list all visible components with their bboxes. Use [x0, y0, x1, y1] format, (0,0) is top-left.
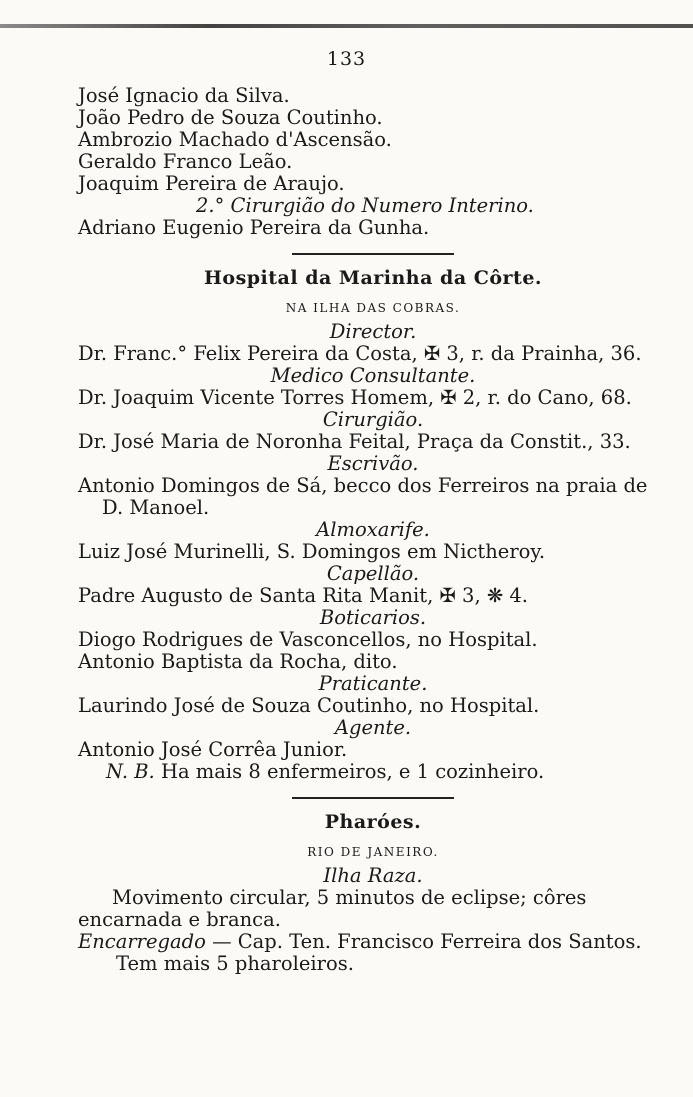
- entry-line: Padre Augusto de Santa Rita Manit, ✠ 3, ❋ 4.: [78, 584, 528, 607]
- entry-line: Dr. Joaquim Vicente Torres Homem, ✠ 2, r. do Cano, 68.: [78, 386, 632, 409]
- role-title: Praticante.: [318, 672, 428, 695]
- entry-line: Antonio Baptista da Rocha, dito.: [78, 650, 398, 673]
- entry-line: Antonio Domingos de Sá, becco dos Ferreiros na praia de: [78, 474, 648, 497]
- hospital-subheading: NA ILHA DAS COBRAS.: [285, 301, 461, 315]
- note-label: N. B.: [106, 760, 155, 783]
- name-line: João Pedro de Souza Coutinho.: [78, 106, 383, 129]
- role-title: Cirurgião.: [322, 408, 424, 431]
- section-divider: [292, 797, 454, 799]
- role-title: Boticarios.: [319, 606, 427, 629]
- role-title: Escrivão.: [327, 452, 419, 475]
- charge-text: — Cap. Ten. Francisco Ferreira dos Santos.: [212, 930, 642, 953]
- entry-line: D. Manoel.: [102, 496, 210, 519]
- name-line: Ambrozio Machado d'Ascensão.: [78, 128, 392, 151]
- pharoes-subheading: RIO DE JANEIRO.: [307, 845, 439, 859]
- entry-line: Laurindo José de Souza Coutinho, no Hospital.: [78, 694, 540, 717]
- entry-line: Antonio José Corrêa Junior.: [78, 738, 348, 761]
- note-text: Ha mais 8 enfermeiros, e 1 cozinheiro.: [160, 760, 545, 783]
- role-title: Director.: [329, 320, 417, 343]
- pharoes-place: Ilha Raza.: [323, 864, 423, 887]
- name-line: Joaquim Pereira de Araujo.: [78, 172, 345, 195]
- pharoes-charge: [78, 931, 668, 953]
- name-line: Geraldo Franco Leão.: [78, 150, 293, 173]
- top-rule: [0, 24, 693, 28]
- section2-name: Adriano Eugenio Pereira da Gunha.: [78, 216, 430, 239]
- entry-line: Diogo Rodrigues de Vasconcellos, no Hospital.: [78, 628, 538, 651]
- charge-label: Encarregado: [78, 930, 206, 953]
- role-title: Capellão.: [326, 562, 420, 585]
- role-title: Almoxarife.: [316, 518, 430, 541]
- name-line: José Ignacio da Silva.: [78, 84, 290, 107]
- page-number: 133: [326, 48, 367, 70]
- hospital-heading: Hospital da Marinha da Côrte.: [203, 267, 543, 289]
- section2-title: 2.° Cirurgião do Numero Interino.: [196, 194, 534, 217]
- entry-line: Dr. José Maria de Noronha Feital, Praça da Constit., 33.: [78, 430, 631, 453]
- page-content: [78, 85, 668, 975]
- pharoes-extra: Tem mais 5 pharoleiros.: [116, 952, 354, 975]
- section-divider: [292, 253, 454, 255]
- entry-line: Dr. Franc.° Felix Pereira da Costa, ✠ 3, r. da Prainha, 36.: [78, 342, 642, 365]
- pharoes-heading: Pharóes.: [324, 811, 422, 833]
- names-list: [78, 85, 668, 195]
- role-title: Medico Consultante.: [270, 364, 476, 387]
- role-title: Agente.: [334, 716, 412, 739]
- pharoes-description: Movimento circular, 5 minutos de eclipse; côres encarnada e branca.: [78, 886, 587, 931]
- entry-line: Luiz José Murinelli, S. Domingos em Nictheroy.: [78, 540, 546, 563]
- hospital-entries: [78, 321, 668, 761]
- note-line: [78, 761, 668, 783]
